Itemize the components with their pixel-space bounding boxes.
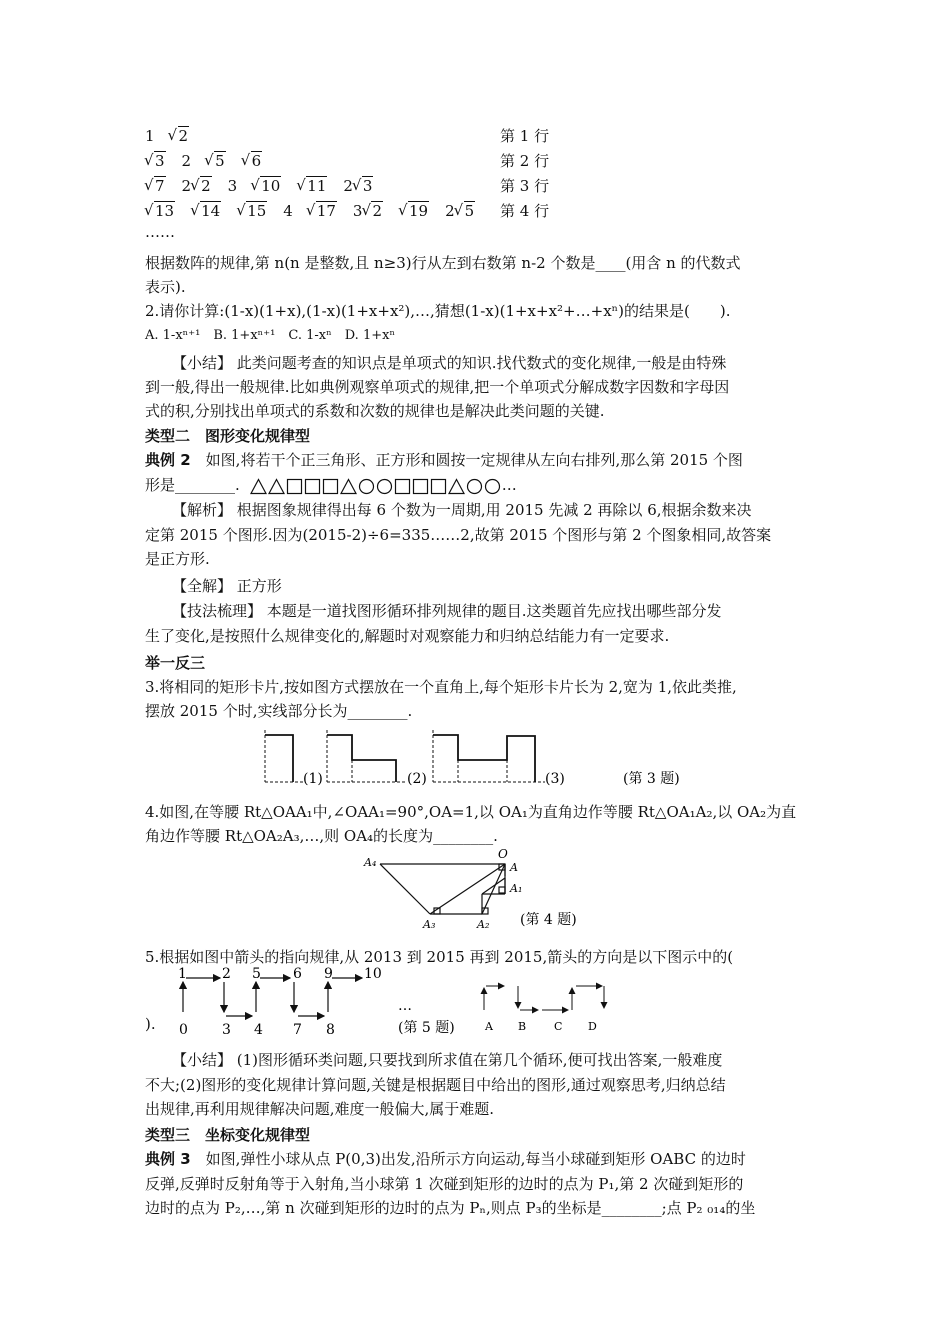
question-4-figure xyxy=(360,842,620,934)
triangle-shape xyxy=(268,478,285,495)
q5-top-number: 2 xyxy=(222,966,231,982)
shape-sequence-ellipsis: … xyxy=(501,476,517,494)
shape-sequence xyxy=(250,476,502,494)
matrix-value xyxy=(205,152,228,170)
square-root xyxy=(191,174,212,198)
matrix-row-label: 第 3 行 xyxy=(500,177,550,195)
radicand: 6 xyxy=(251,152,262,170)
card-figure-1-label: (1) xyxy=(303,771,323,787)
matrix-value xyxy=(145,152,168,170)
summary-tag: 【小结】 xyxy=(172,1051,233,1069)
technique-tag: 【技法梳理】 xyxy=(172,602,263,620)
q5-top-number: 5 xyxy=(252,966,261,982)
q5-bottom-number: 8 xyxy=(326,1022,335,1036)
summary-2-line-3: 出规律,再利用规律解决问题,难度一般偏大,属于难题. xyxy=(145,1100,495,1118)
radicand: 15 xyxy=(247,202,267,220)
example-3-line-3: 边时的点为 P₂,…,第 n 次碰到矩形的边时的点为 Pₙ,则点 P₃的坐标是________;点 P₂ ₀₁₄的坐 xyxy=(145,1199,756,1217)
square-root xyxy=(242,149,263,173)
square-shape xyxy=(412,478,429,495)
radicand: 11 xyxy=(307,177,327,195)
square-shape xyxy=(394,478,411,495)
square-root xyxy=(297,174,327,198)
question-2-stem: 2.请你计算:(1-x)(1+x),(1-x)(1+x+x²),…,猜想(1-x)(1+x+x²+…+xⁿ)的结果是( ). xyxy=(145,302,731,320)
radicand: 5 xyxy=(215,152,225,170)
question-3-caption: (第 3 题) xyxy=(623,771,680,787)
matrix-row-values xyxy=(145,127,205,145)
circle-shape xyxy=(376,478,393,495)
question-5-figure xyxy=(140,964,610,1036)
number-matrix xyxy=(145,124,565,224)
question-5-line-1: 5.根据如图中箭头的指向规律,从 2013 到 2015 再到 2015,箭头的方向是以下图示中的( xyxy=(145,948,734,966)
circle-shape xyxy=(466,478,483,495)
matrix-value: 3√ 2 xyxy=(353,202,385,220)
section-title-type-2: 类型二 图形变化规律型 xyxy=(145,427,311,445)
analysis-2-line-3: 是正方形. xyxy=(145,550,210,568)
point-label-A2: A₂ xyxy=(477,918,490,931)
technique-text: 本题是一道找图形循环排列规律的题目.这类题首先应找出哪些部分发 xyxy=(262,602,722,620)
radicand: 17 xyxy=(316,202,336,220)
point-label-A4: A₄ xyxy=(364,856,377,869)
summary-tag: 【小结】 xyxy=(172,354,233,372)
analysis-2-line-2: 定第 2015 个图形.因为(2015-2)÷6=335……2,故第 2015 个图形与第 2 个图象相同,故答案 xyxy=(145,526,772,544)
square-shape xyxy=(430,478,447,495)
q5-bottom-number: 4 xyxy=(254,1022,263,1036)
q5-top-number: 9 xyxy=(324,966,333,982)
square-shape xyxy=(286,478,303,495)
q5-bottom-number: 0 xyxy=(179,1022,188,1036)
matrix-value xyxy=(237,202,269,220)
matrix-value xyxy=(145,177,168,195)
answer-text: 正方形 xyxy=(232,577,282,595)
q5-options-arrows xyxy=(484,986,604,1010)
question-4-line-1: 4.如图,在等腰 Rt△OAA₁中,∠OAA₁=90°,OA=1,以 OA₁为直角边作等腰 Rt△OA₁A₂,以 OA₂为直 xyxy=(145,803,797,821)
summary-1 xyxy=(172,351,837,375)
matrix-value xyxy=(399,202,431,220)
q5-option-label: D xyxy=(588,1020,597,1033)
circle-shape xyxy=(358,478,375,495)
radicand: 2 xyxy=(372,202,383,220)
square-root xyxy=(169,124,190,148)
matrix-value: 2√ 5 xyxy=(445,202,477,220)
matrix-value xyxy=(191,202,223,220)
radicand: 5 xyxy=(464,202,475,220)
matrix-row-label: 第 4 行 xyxy=(500,202,550,220)
q5-top-number: 1 xyxy=(178,966,187,982)
matrix-value: 4 xyxy=(283,202,293,220)
square-root xyxy=(362,199,383,223)
matrix-value: 1 xyxy=(145,127,155,145)
q5-option-label: B xyxy=(518,1020,527,1033)
analysis-tag: 【解析】 xyxy=(172,501,233,519)
summary-1-line-3: 式的积,分别找出单项式的系数和次数的规律也是解决此类问题的关键. xyxy=(145,402,605,420)
technique-2-line-2: 生了变化,是按照什么规律变化的,解题时对观察能力和归纳总结能力有一定要求. xyxy=(145,627,670,645)
triangle-shape xyxy=(448,478,465,495)
matrix-value: 2√ 3 xyxy=(343,177,375,195)
square-root xyxy=(205,149,226,173)
square-root xyxy=(399,199,429,223)
matrix-value xyxy=(145,202,177,220)
summary-2-line-2: 不大;(2)图形的变化规律计算问题,关键是根据题目中给出的图形,通过观察思考,归纳总结 xyxy=(145,1076,726,1094)
question-3-line-2: 摆放 2015 个时,实线部分长为________. xyxy=(145,702,413,720)
square-root xyxy=(307,199,337,223)
matrix-value: 3 xyxy=(227,177,238,195)
matrix-value: 2 xyxy=(181,152,192,170)
analysis-text: 根据图象规律得出每 6 个数为一周期,用 2015 先减 2 再除以 6,根据余数来决 xyxy=(232,501,752,519)
matrix-value xyxy=(169,127,192,145)
q5-dots: … xyxy=(398,998,412,1014)
example-2-line-1 xyxy=(145,448,810,472)
question-3-figure xyxy=(255,722,705,788)
answer-2 xyxy=(172,574,837,598)
point-label-O: O xyxy=(498,847,508,861)
q5-bottom-number: 3 xyxy=(222,1022,231,1036)
matrix-row-values xyxy=(145,177,389,195)
question-3-line-1: 3.将相同的矩形卡片,按如图方式摆放在一个直角上,每个矩形卡片长为 2,宽为 1,依此类推, xyxy=(145,678,737,696)
example-2-label: 典例 2 xyxy=(145,451,191,469)
section-title-type-3: 类型三 坐标变化规律型 xyxy=(145,1126,311,1144)
q5-bottom-number: 7 xyxy=(293,1022,302,1036)
q5-top-number: 6 xyxy=(293,966,302,982)
example-3-text: 如图,弹性小球从点 P(0,3)出发,沿所示方向运动,每当小球碰到矩形 OABC 的边时 xyxy=(190,1150,746,1168)
example-3-line-2: 反弹,反弹时反射角等于入射角,当小球第 1 次碰到矩形的边时的点为 P₁,第 2 次碰到矩形的 xyxy=(145,1175,744,1193)
point-label-A1: A₁ xyxy=(510,882,523,895)
matrix-value: 2√ 2 xyxy=(182,177,214,195)
radicand: 10 xyxy=(261,177,281,195)
example-2-blank-text: 形是________. xyxy=(145,476,240,494)
radicand: 3 xyxy=(362,177,373,195)
question-1-text-cont: 表示). xyxy=(145,278,186,296)
point-label-A: A xyxy=(510,861,518,874)
triangle-figure xyxy=(380,864,505,914)
radicand: 2 xyxy=(201,177,211,195)
summary-2 xyxy=(172,1048,837,1072)
radicand: 2 xyxy=(178,127,189,145)
square-root xyxy=(145,149,166,173)
question-5-line-2: ). xyxy=(145,1015,156,1033)
square-root xyxy=(251,174,281,198)
matrix-row-label: 第 1 行 xyxy=(500,127,550,145)
radicand: 7 xyxy=(155,177,165,195)
matrix-value xyxy=(242,152,265,170)
example-3-label: 典例 3 xyxy=(145,1150,191,1168)
example-3-line-1 xyxy=(145,1147,810,1171)
triangle-shape xyxy=(340,478,357,495)
matrix-row xyxy=(145,174,565,199)
question-2-options: A. 1-xⁿ⁺¹ B. 1+xⁿ⁺¹ C. 1-xⁿ D. 1+xⁿ xyxy=(145,328,396,343)
question-1-text: 根据数阵的规律,第 n(n 是整数,且 n≥3)行从左到右数第 n-2 个数是____(用含 n 的代数式 xyxy=(145,254,741,272)
technique-2 xyxy=(172,599,837,623)
card-figure-2 xyxy=(327,730,407,782)
circle-shape xyxy=(484,478,501,495)
card-figure-3 xyxy=(433,730,545,782)
matrix-row xyxy=(145,124,565,149)
radicand: 14 xyxy=(201,202,221,220)
matrix-row-values xyxy=(145,202,491,220)
card-figure-2-label: (2) xyxy=(407,771,427,787)
matrix-row xyxy=(145,199,565,224)
example-2-text: 如图,将若干个正三角形、正方形和圆按一定规律从左向右排列,那么第 2015 个图 xyxy=(190,451,743,469)
radicand: 13 xyxy=(155,202,175,220)
matrix-row xyxy=(145,149,565,174)
square-shape xyxy=(304,478,321,495)
square-shape xyxy=(322,478,339,495)
section-title-practice: 举一反三 xyxy=(145,654,206,672)
analysis-2 xyxy=(172,498,837,522)
answer-tag: 【全解】 xyxy=(172,577,233,595)
radicand: 19 xyxy=(409,202,429,220)
matrix-value xyxy=(307,202,339,220)
example-2-line-2 xyxy=(145,473,810,497)
question-5-caption: (第 5 题) xyxy=(398,1020,455,1036)
square-root xyxy=(353,174,374,198)
summary-text: (1)图形循环类问题,只要找到所求值在第几个循环,便可找出答案,一般难度 xyxy=(232,1051,723,1069)
square-root xyxy=(145,174,166,198)
matrix-ellipsis: …… xyxy=(145,223,175,241)
q5-option-label: C xyxy=(554,1020,563,1033)
square-root xyxy=(455,199,476,223)
matrix-row-values xyxy=(145,152,278,170)
question-4-caption: (第 4 题) xyxy=(520,912,577,928)
card-figure-1 xyxy=(265,730,303,782)
matrix-value xyxy=(297,177,329,195)
triangle-shape xyxy=(250,478,267,495)
matrix-value xyxy=(251,177,283,195)
question-4-line-2: 角边作等腰 Rt△OA₂A₃,…,则 OA₄的长度为________. xyxy=(145,827,498,845)
summary-1-line-2: 到一般,得出一般规律.比如典例观察单项式的规律,把一个单项式分解成数字因数和字母因 xyxy=(145,378,730,396)
arrow-path xyxy=(183,978,362,1016)
square-root xyxy=(191,199,221,223)
point-label-A3: A₃ xyxy=(423,918,436,931)
card-figure-3-label: (3) xyxy=(545,771,565,787)
square-root xyxy=(145,199,175,223)
square-root xyxy=(237,199,267,223)
matrix-row-label: 第 2 行 xyxy=(500,152,550,170)
q5-top-number: 10 xyxy=(364,966,382,982)
q5-option-label: A xyxy=(485,1020,493,1033)
radicand: 3 xyxy=(155,152,165,170)
summary-text: 此类问题考查的知识点是单项式的知识.找代数式的变化规律,一般是由特殊 xyxy=(232,354,727,372)
